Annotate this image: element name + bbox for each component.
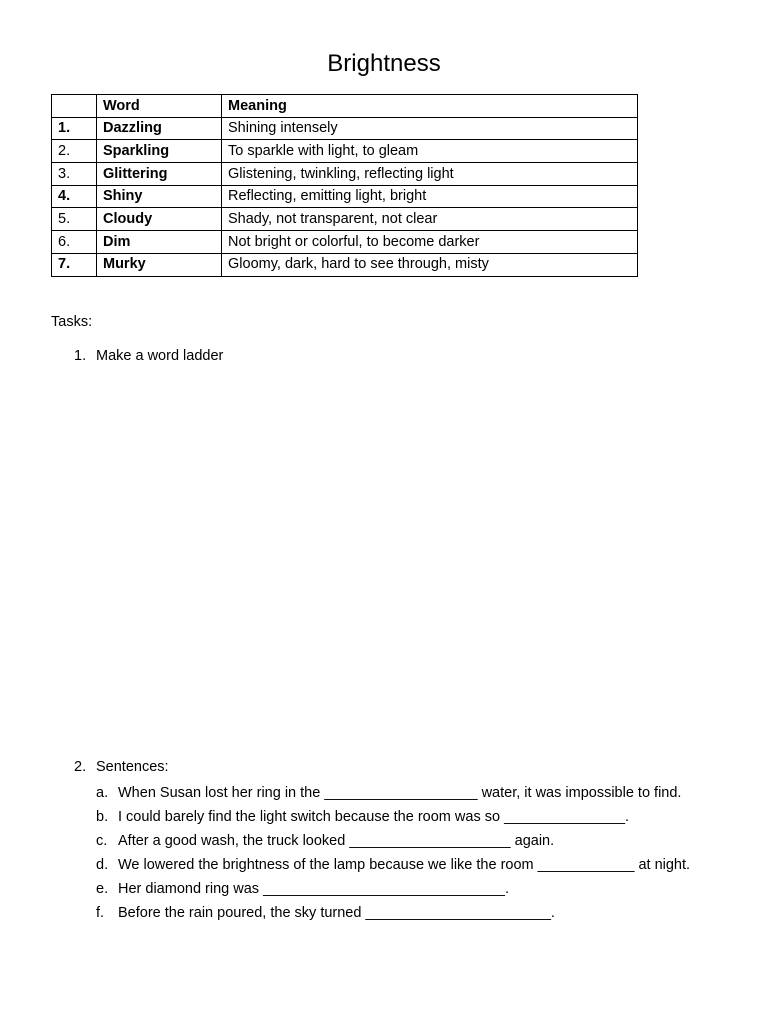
row-word: Murky — [97, 253, 222, 276]
row-word: Dazzling — [97, 117, 222, 140]
page-title: Brightness — [327, 50, 441, 77]
header-number — [52, 95, 97, 118]
list-item — [96, 781, 716, 805]
item-letter: e. — [96, 881, 109, 897]
row-meaning: To sparkle with light, to gleam — [222, 140, 638, 163]
table-row — [52, 140, 638, 163]
row-number: 5. — [52, 208, 97, 231]
task-text: Sentences: — [96, 759, 169, 775]
row-number: 7. — [52, 253, 97, 276]
table-row — [52, 185, 638, 208]
row-word: Shiny — [97, 185, 222, 208]
table-row — [52, 253, 638, 276]
table-row — [52, 163, 638, 186]
task-number: 1. — [74, 348, 87, 364]
list-item — [96, 901, 716, 925]
row-word: Sparkling — [97, 140, 222, 163]
row-meaning: Not bright or colorful, to become darker — [222, 231, 638, 254]
row-meaning: Gloomy, dark, hard to see through, misty — [222, 253, 638, 276]
row-meaning: Shady, not transparent, not clear — [222, 208, 638, 231]
row-word: Cloudy — [97, 208, 222, 231]
list-item — [96, 805, 716, 829]
item-letter: b. — [96, 809, 109, 825]
list-item — [96, 877, 716, 901]
row-number: 2. — [52, 140, 97, 163]
header-word: Word — [97, 95, 222, 118]
task-word-ladder — [74, 348, 223, 364]
row-number: 4. — [52, 185, 97, 208]
task-number: 2. — [74, 759, 87, 775]
item-text: Her diamond ring was ______________________________. — [118, 881, 510, 897]
list-item — [96, 853, 716, 877]
task-sentences — [74, 759, 169, 775]
item-text: We lowered the brightness of the lamp because we like the room ____________ at night. — [118, 857, 691, 873]
vocabulary-table — [51, 94, 638, 277]
item-letter: a. — [96, 785, 109, 801]
table-row — [52, 117, 638, 140]
table-row — [52, 208, 638, 231]
item-letter: f. — [96, 905, 105, 921]
row-number: 6. — [52, 231, 97, 254]
tasks-heading: Tasks: — [51, 314, 93, 330]
table-row — [52, 231, 638, 254]
item-text: When Susan lost her ring in the ___________________ water, it was impossible to find. — [118, 785, 682, 801]
sentence-list — [96, 781, 716, 925]
item-text: After a good wash, the truck looked ____________________ again. — [118, 833, 555, 849]
item-text: I could barely find the light switch because the room was so _______________. — [118, 809, 630, 825]
row-word: Dim — [97, 231, 222, 254]
item-letter: c. — [96, 833, 108, 849]
row-word: Glittering — [97, 163, 222, 186]
row-meaning: Reflecting, emitting light, bright — [222, 185, 638, 208]
task-text: Make a word ladder — [96, 348, 224, 364]
row-meaning: Glistening, twinkling, reflecting light — [222, 163, 638, 186]
header-meaning: Meaning — [222, 95, 638, 118]
row-meaning: Shining intensely — [222, 117, 638, 140]
list-item — [96, 829, 716, 853]
row-number: 1. — [52, 117, 97, 140]
item-text: Before the rain poured, the sky turned _______________________. — [118, 905, 555, 921]
item-letter: d. — [96, 857, 109, 873]
table-header-row — [52, 95, 638, 118]
row-number: 3. — [52, 163, 97, 186]
